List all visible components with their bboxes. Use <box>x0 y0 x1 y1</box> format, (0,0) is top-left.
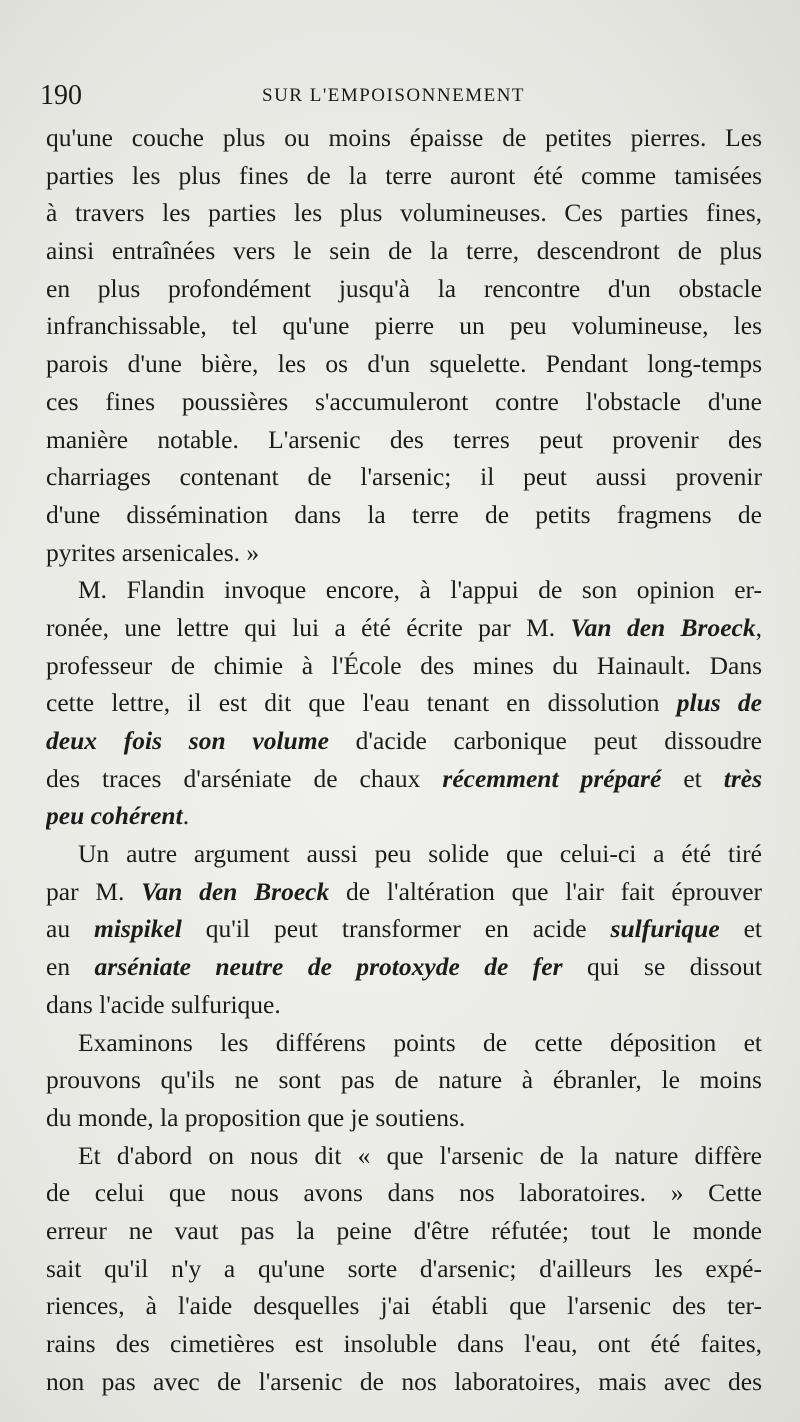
line-text: d'une dissémination dans la terre de petits fragmens de <box>46 499 762 529</box>
line-text: parties les plus fines de la terre auront été comme tamisées <box>46 160 762 190</box>
text-line <box>46 1250 762 1288</box>
text-line <box>46 1099 762 1137</box>
italic-text: deux fois son volume <box>46 726 329 755</box>
line-text: de l'altération que l'air fait éprouver <box>329 876 762 906</box>
line-text: , <box>755 612 762 642</box>
line-text: à travers les parties les plus volumineuses. Ces parties fines, <box>46 198 762 228</box>
line-text: et <box>719 914 762 944</box>
line-text: d'acide carbonique peut dissoudre <box>328 726 762 755</box>
line-text: M. Flandin invoque encore, à l'appui de son opinion er- <box>78 575 762 605</box>
text-line <box>46 609 762 647</box>
line-text: en plus profondément jusqu'à la rencontre d'un obstacle <box>46 273 762 303</box>
text-line <box>46 270 762 308</box>
text-line <box>46 157 762 195</box>
line-text: rains des cimetières est insoluble dans l'eau, ont été faites, <box>46 1329 762 1358</box>
text-line <box>46 722 762 760</box>
text-line <box>46 873 762 911</box>
line-text: pyrites arsenicales. » <box>46 537 260 567</box>
text-line <box>46 496 762 534</box>
italic-text: arséniate neutre de protoxyde de fer <box>94 952 563 982</box>
italic-text: peu cohérent <box>46 801 183 831</box>
running-title: SUR L'EMPOISONNEMENT <box>262 85 526 106</box>
line-text: qu'une couche plus ou moins épaisse de petites pierres. Les <box>46 123 762 152</box>
line-text: Un autre argument aussi peu solide que celui-ci a été tiré <box>78 839 762 869</box>
text-line <box>46 194 762 232</box>
text-line <box>46 1287 762 1325</box>
line-text: des traces d'arséniate de chaux <box>46 763 443 793</box>
line-text: prouvons qu'ils ne sont pas de nature à ébranler, le moins <box>46 1065 762 1095</box>
text-line <box>46 458 762 496</box>
text-line <box>46 910 762 948</box>
line-text: manière notable. L'arsenic des terres peut provenir des <box>46 424 762 454</box>
text-line <box>46 232 762 270</box>
text-line <box>46 534 762 572</box>
text-line <box>46 1174 762 1212</box>
text-line <box>46 760 762 798</box>
text-line <box>46 647 762 685</box>
line-text: qui se dissout <box>562 952 762 982</box>
line-text: ainsi entraînées vers le sein de la terre, descendront de plus <box>46 236 762 266</box>
italic-text: mispikel <box>94 914 182 944</box>
text-line <box>46 383 762 421</box>
text-line <box>46 119 762 157</box>
line-text: et <box>661 763 724 793</box>
text-line <box>46 307 762 345</box>
text-line <box>46 986 762 1024</box>
line-text: erreur ne vaut pas la peine d'être réfutée; tout le monde <box>46 1215 762 1245</box>
text-line <box>46 1212 762 1250</box>
text-line <box>46 1024 762 1062</box>
text-line <box>46 1325 762 1363</box>
line-text: . <box>182 801 190 831</box>
line-text: en <box>46 952 95 982</box>
line-text: parois d'une bière, les os d'un squelette. Pendant long-temps <box>46 349 762 379</box>
text-line <box>46 571 762 609</box>
text-line <box>46 1061 762 1099</box>
text-line <box>46 1363 762 1401</box>
italic-text: récemment préparé <box>442 763 662 793</box>
text-line <box>46 1137 762 1175</box>
line-text: cette lettre, il est dit que l'eau tenant en dissolution <box>46 688 677 718</box>
line-text: charriages contenant de l'arsenic; il peut aussi provenir <box>46 462 762 492</box>
text-line <box>46 684 762 722</box>
line-text: sait qu'il n'y a qu'une sorte d'arsenic; d'ailleurs les expé- <box>46 1253 762 1283</box>
line-text: riences, à l'aide desquelles j'ai établi que l'arsenic des ter- <box>46 1291 762 1321</box>
line-text: de celui que nous avons dans nos laboratoires. » Cette <box>46 1178 762 1208</box>
page-header <box>40 76 760 116</box>
text-line <box>46 421 762 459</box>
line-text: Et d'abord on nous dit « que l'arsenic de la nature diffère <box>78 1140 762 1170</box>
text-line <box>46 948 762 986</box>
text-line <box>46 835 762 873</box>
line-text: infranchissable, tel qu'une pierre un peu volumineuse, les <box>46 311 762 341</box>
line-text: professeur de chimie à l'École des mines du Hainault. Dans <box>46 650 762 680</box>
line-text: dans l'acide sulfurique. <box>46 989 281 1019</box>
line-text: Examinons les différens points de cette déposition et <box>78 1027 762 1057</box>
line-text: du monde, la proposition que je soutiens. <box>46 1102 466 1132</box>
line-text: ronée, une lettre qui lui a été écrite par M. <box>46 612 571 642</box>
line-text: par M. <box>46 876 142 906</box>
italic-text: Van den Broeck <box>570 612 756 642</box>
line-text: ces fines poussières s'accumuleront contre l'obstacle d'une <box>46 386 762 416</box>
line-text: qu'il peut transformer en acide <box>181 914 611 944</box>
line-text: non pas avec de l'arsenic de nos laboratoires, mais avec des <box>46 1366 762 1396</box>
text-line <box>46 797 762 835</box>
italic-text: très <box>723 763 762 793</box>
line-text: au <box>46 914 95 944</box>
italic-text: plus de <box>676 688 762 718</box>
page-number: 190 <box>40 80 82 111</box>
body-text <box>46 119 762 1400</box>
italic-text: sulfurique <box>610 914 720 944</box>
text-line <box>46 345 762 383</box>
italic-text: Van den Broeck <box>141 876 330 906</box>
